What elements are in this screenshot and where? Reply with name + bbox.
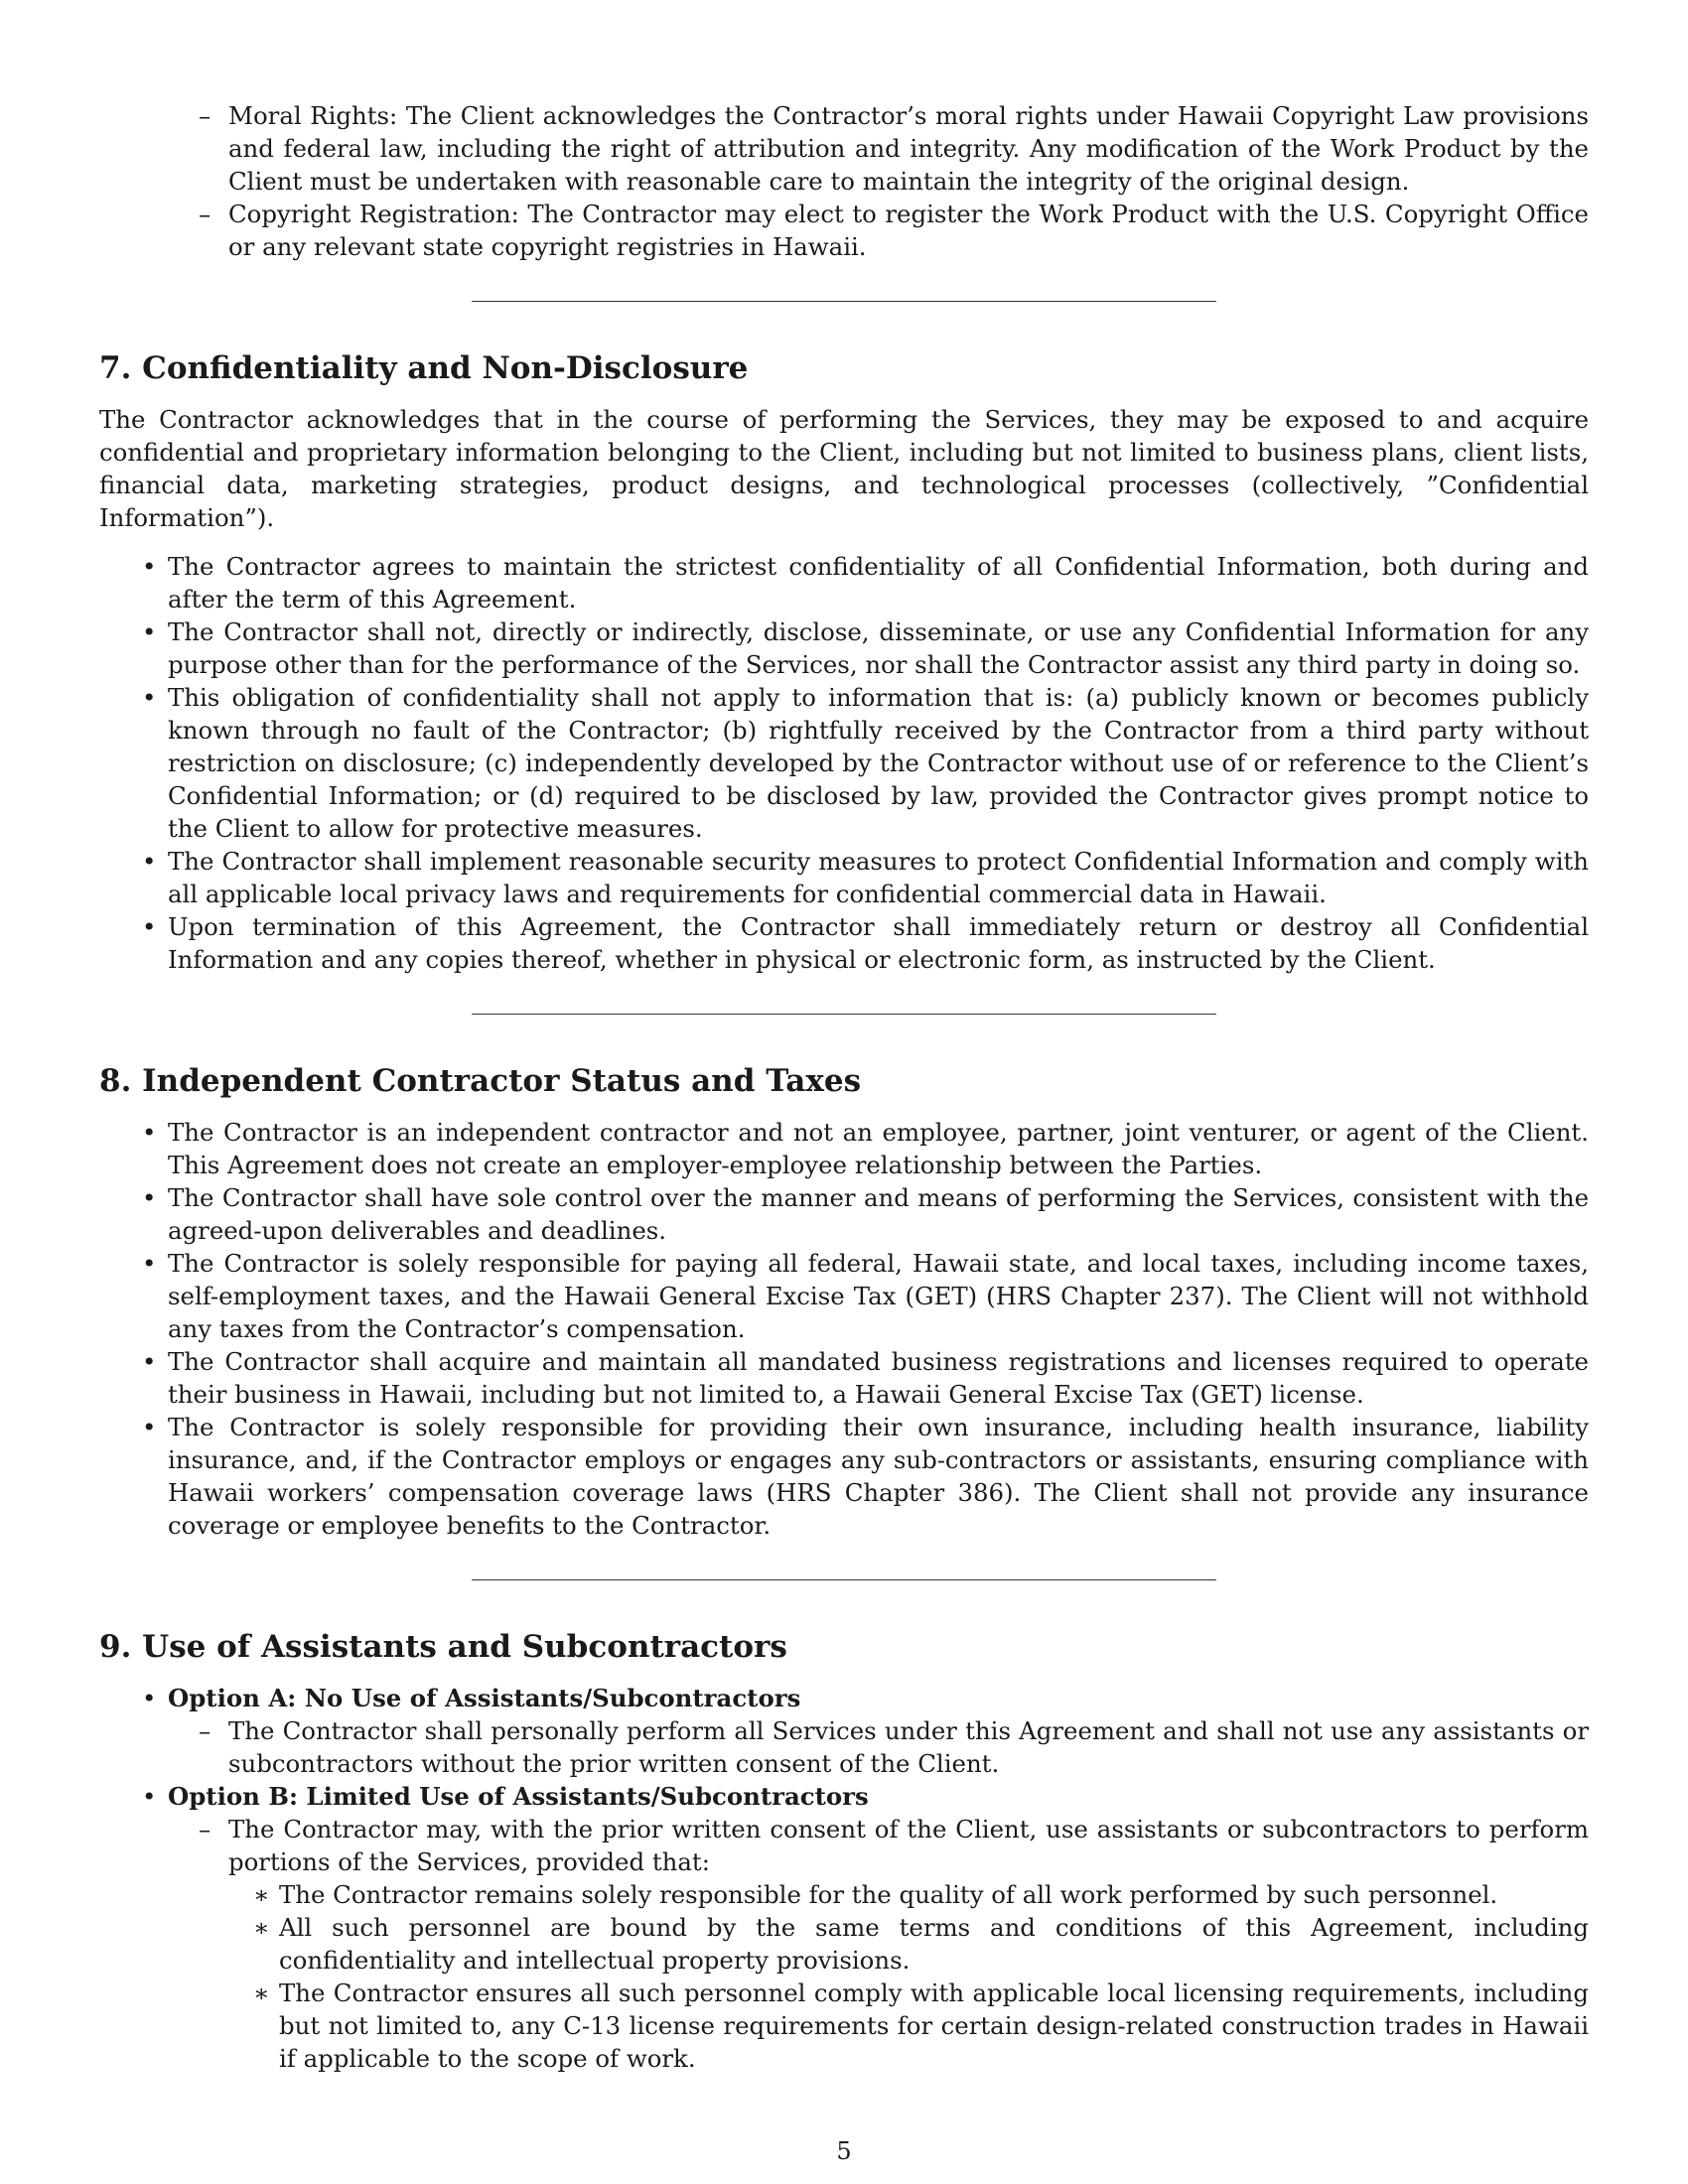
list-item: • The Contractor is solely responsible for paying all federal, Hawaii state, and local taxes, including income taxes, self-employment taxes, and the Hawaii General Excise Tax (GET) (HRS Chapter 237). The Client will not withhold any taxes from the Contractor’s compensation.	[168, 1247, 1589, 1345]
condition-item: ∗ All such personnel are bound by the same terms and conditions of this Agreement, including confidentiality and intellectual property provisions.	[279, 1911, 1589, 1977]
list-item: • The Contractor shall implement reasonable security measures to protect Confidential Information and comply with all applicable local privacy laws and requirements for confidential commercial data in Hawaii.	[168, 845, 1589, 910]
list-item: • The Contractor shall not, directly or indirectly, disclose, disseminate, or use any Confidential Information for any purpose other than for the performance of the Services, nor shall the Contractor assist any third party in doing so.	[168, 615, 1589, 681]
copyright-subclause-list	[228, 99, 1589, 263]
list-item: • This obligation of confidentiality shall not apply to information that is: (a) publicly known or becomes publicly known through no fault of the Contractor; (b) rightfully received by the Contractor from a third party without restriction on disclosure; (c) independently developed by the Contractor without use of or reference to the Client’s Confidential Information; or (d) required to be disclosed by law, provided the Contractor gives prompt notice to the Client to allow for protective measures.	[168, 681, 1589, 845]
section-8-heading: 8. Independent Contractor Status and Taxes	[99, 1063, 862, 1099]
moral-rights-clause: – Moral Rights: The Client acknowledges the Contractor’s moral rights under Hawaii Copyright Law provisions and federal law, including the right of attribution and integrity. Any modification of the Work Product by the Client must be undertaken with reasonable care to maintain the integrity of the original design.	[228, 99, 1589, 198]
condition-item: ∗ The Contractor ensures all such personnel comply with applicable local licensing requirements, including but not limited to, any C-13 license requirements for certain design-related construction trades in Hawaii if applicable to the scope of work.	[279, 1977, 1589, 2075]
section-7-intro: The Contractor acknowledges that in the course of performing the Services, they may be exposed to and acquire confidential and proprietary information belonging to the Client, including but not limited to business plans, client lists, financial data, marketing strategies, product designs, and technological processes (collectively, ”Confidential Information”).	[99, 405, 1589, 532]
document-page	[99, 99, 1589, 2075]
section-divider	[472, 1014, 1216, 1015]
option-b-title: Option B: Limited Use of Assistants/Subcontractors	[168, 1782, 869, 1811]
section-9-heading: 9. Use of Assistants and Subcontractors	[99, 1629, 787, 1665]
section-divider	[472, 301, 1216, 302]
option-a-title: Option A: No Use of Assistants/Subcontractors	[168, 1684, 801, 1712]
option-a-item	[168, 1682, 1589, 1780]
copyright-registration-clause: – Copyright Registration: The Contractor may elect to register the Work Product with the U.S. Copyright Office or any relevant state copyright registries in Hawaii.	[228, 198, 1589, 263]
list-item: • The Contractor shall have sole control over the manner and means of performing the Services, consistent with the agreed-upon deliverables and deadlines.	[168, 1181, 1589, 1247]
option-a-text: – The Contractor shall personally perform all Services under this Agreement and shall not use any assistants or subcontractors without the prior written consent of the Client.	[228, 1714, 1589, 1780]
section-7-list	[168, 550, 1589, 976]
section-9-list	[168, 1682, 1589, 2075]
section-divider	[472, 1579, 1216, 1580]
option-b-text: The Contractor may, with the prior written consent of the Client, use assistants or subcontractors to perform portions of the Services, provided that:	[228, 1815, 1589, 1876]
option-b-conditions	[279, 1878, 1589, 2075]
list-item: • Upon termination of this Agreement, the Contractor shall immediately return or destroy all Confidential Information and any copies thereof, whether in physical or electronic form, as instructed by the Client.	[168, 910, 1589, 976]
option-b-entry	[228, 1813, 1589, 2075]
option-b-item	[168, 1780, 1589, 2075]
list-item: • The Contractor is an independent contractor and not an employee, partner, joint venturer, or agent of the Client. This Agreement does not create an employer-employee relationship between the Parties.	[168, 1116, 1589, 1181]
section-7-heading: 7. Confidentiality and Non-Disclosure	[99, 350, 749, 386]
page-number: 5	[836, 2137, 852, 2165]
list-item: • The Contractor is solely responsible for providing their own insurance, including health insurance, liability insurance, and, if the Contractor employs or engages any sub-contractors or assistants, ensuring compliance with Hawaii workers’ compensation coverage laws (HRS Chapter 386). The Client shall not provide any insurance coverage or employee benefits to the Contractor.	[168, 1411, 1589, 1542]
list-item: • The Contractor agrees to maintain the strictest confidentiality of all Confidential Information, both during and after the term of this Agreement.	[168, 550, 1589, 615]
option-b-sublist	[228, 1813, 1589, 2075]
list-item: • The Contractor shall acquire and maintain all mandated business registrations and licenses required to operate their business in Hawaii, including but not limited to, a Hawaii General Excise Tax (GET) license.	[168, 1345, 1589, 1411]
option-a-sublist	[228, 1714, 1589, 1780]
section-8-list	[168, 1116, 1589, 1542]
condition-item: ∗ The Contractor remains solely responsible for the quality of all work performed by such personnel.	[279, 1878, 1589, 1911]
